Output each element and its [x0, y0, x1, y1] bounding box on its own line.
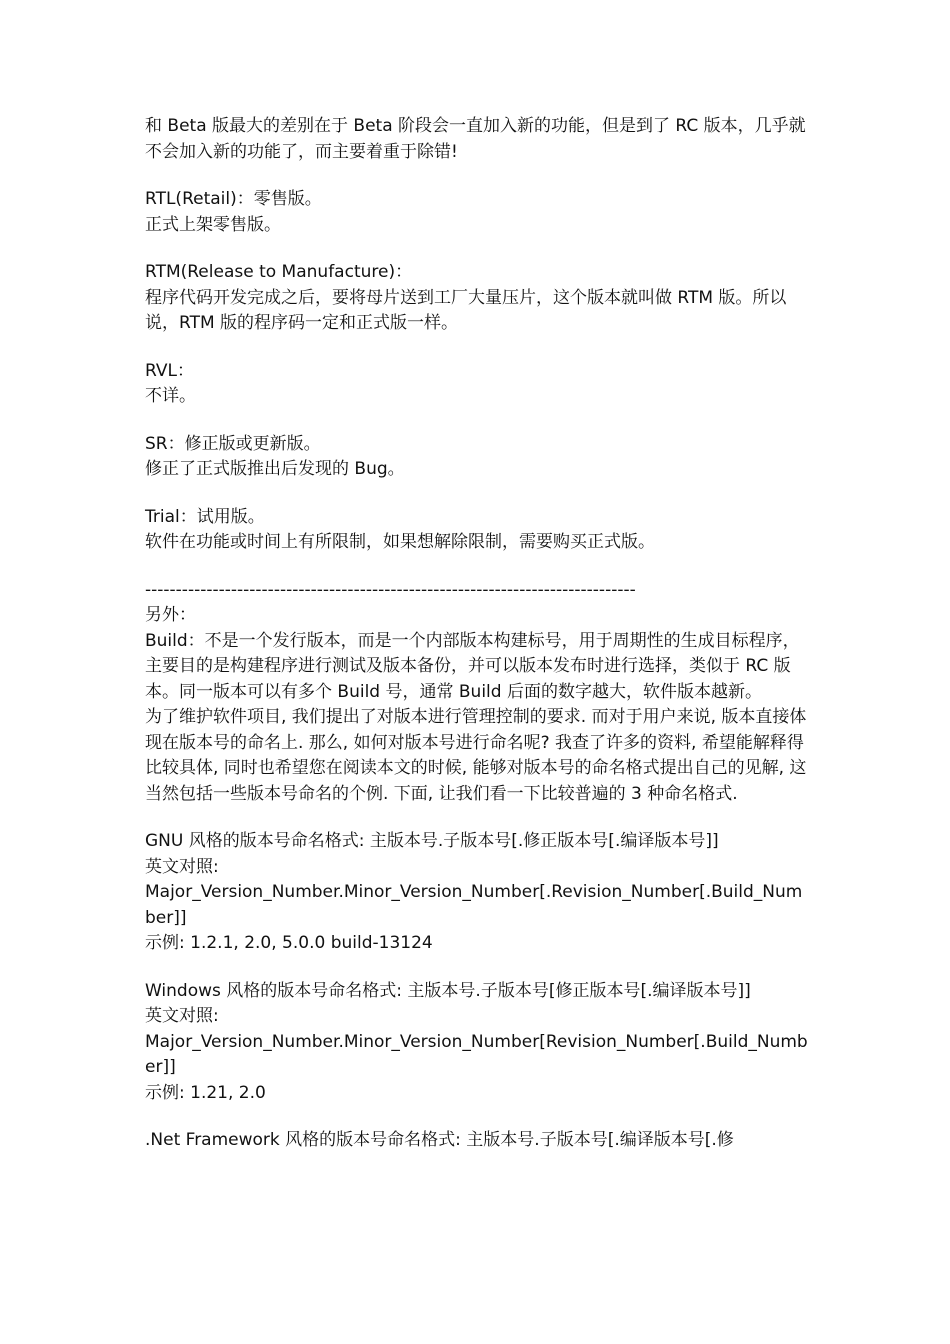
- rtm-description: 程序代码开发完成之后，要将母片送到工厂大量压片，这个版本就叫做 RTM 版。所以说，RTM 版的程序码一定和正式版一样。: [145, 287, 787, 333]
- rtl-heading: RTL(Retail)：零售版。: [145, 189, 322, 209]
- other-heading: 另外：: [145, 605, 196, 625]
- windows-example: 示例: 1.21, 2.0: [145, 1082, 266, 1103]
- separator-line: --------------------------------------------------------------------------------: [145, 579, 636, 600]
- document-body: [145, 114, 810, 1154]
- sr-heading: SR：修正版或更新版。: [145, 433, 321, 454]
- sr-description: 修正了正式版推出后发现的 Bug。: [145, 459, 405, 479]
- gnu-english-label: 英文对照:: [145, 856, 219, 877]
- rtm-heading: RTM(Release to Manufacture)：: [145, 262, 413, 282]
- intro-paragraph: 和 Beta 版最大的差别在于 Beta 阶段会一直加入新的功能，但是到了 RC 版本，几乎就不会加入新的功能了，而主要着重于除错!: [145, 116, 806, 162]
- rvl-description: 不详。: [145, 386, 196, 406]
- net-format-heading: .Net Framework 风格的版本号命名格式: 主版本号.子版本号[.编译版本号[.修: [145, 1130, 734, 1150]
- windows-format-heading: Windows 风格的版本号命名格式: 主版本号.子版本号[修正版本号[.编译版本号]]: [145, 980, 751, 1001]
- rtl-description: 正式上架零售版。: [145, 214, 281, 235]
- gnu-format-heading: GNU 风格的版本号命名格式: 主版本号.子版本号[.修正版本号[.编译版本号]]: [145, 831, 719, 851]
- build-paragraph: Build：不是一个发行版本，而是一个内部版本构建标号，用于周期性的生成目标程序，主要目的是构建程序进行测试及版本备份，并可以版本发布时进行选择，类似于 RC 版本。同一版本可以有多个 Build 号，通常 Build 后面的数字越大，软件版本越新。: [145, 630, 800, 702]
- gnu-example: 示例: 1.2.1, 2.0, 5.0.0 build-13124: [145, 933, 433, 953]
- windows-english-label: 英文对照:: [145, 1006, 219, 1026]
- gnu-english-format: Major_Version_Number.Minor_Version_Number[.Revision_Number[.Build_Number]]: [145, 882, 803, 928]
- trial-heading: Trial：试用版。: [145, 506, 265, 527]
- trial-description: 软件在功能或时间上有所限制，如果想解除限制，需要购买正式版。: [145, 532, 655, 552]
- windows-english-format: Major_Version_Number.Minor_Version_Number[Revision_Number[.Build_Number]]: [145, 1031, 808, 1077]
- maintain-paragraph: 为了维护软件项目, 我们提出了对版本进行管理控制的要求. 而对于用户来说, 版本直接体现在版本号的命名上. 那么, 如何对版本号进行命名呢? 我查了许多的资料, 希望能解释得比较具体, 同时也希望您在阅读本文的时候, 能够对版本号的命名格式提出自己的见解, 这当然包括一些版本号命名的个例. 下面, 让我们看一下比较普遍的 3 种命名格式.: [145, 707, 807, 804]
- rvl-heading: RVL：: [145, 360, 194, 381]
